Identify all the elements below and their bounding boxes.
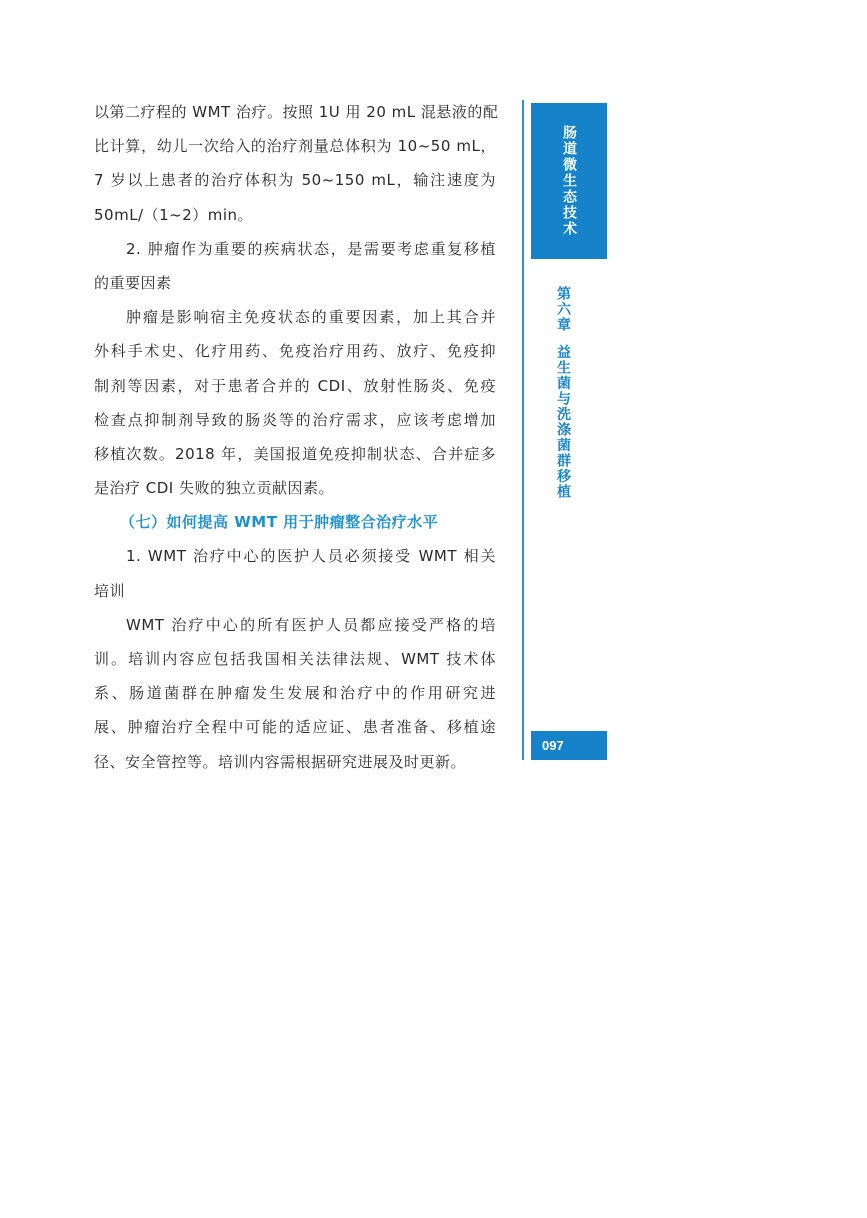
paragraph-line: 外科手术史、化疗用药、免疫治疗用药、放疗、免疫抑 [94,342,496,361]
book-title-tab [531,103,607,259]
page-number: 097 [531,731,607,760]
body-text [94,95,499,779]
chapter-number: 第六章 [555,286,571,333]
paragraph-line: 检查点抑制剂导致的肠炎等的治疗需求，应该考虑增加 [94,410,496,429]
paragraph-line: 比计算，幼儿一次给入的治疗剂量总体积为 10~50 mL， [94,137,496,156]
paragraph-line: 50mL/（1~2）min。 [94,205,254,224]
chapter-title: 益生菌与洗涤菌群移植 [555,344,571,500]
subheading-line: 1. WMT 治疗中心的医护人员必须接受 WMT 相关 [126,547,496,566]
subheading-line: 培训 [94,581,126,600]
paragraph-line: 径、安全管控等。培训内容需根据研究进展及时更新。 [94,752,467,771]
paragraph-line: 制剂等因素，对于患者合并的 CDI、放射性肠炎、免疫 [94,376,496,395]
subheading-line: 的重要因素 [94,273,172,292]
margin-divider [522,100,524,760]
chapter-label [553,286,573,500]
paragraph-line: 是治疗 CDI 失败的独立贡献因素。 [94,479,334,498]
paragraph-line: 移植次数。2018 年，美国报道免疫抑制状态、合并症多 [94,444,496,463]
paragraph-line: WMT 治疗中心的所有医护人员都应接受严格的培 [126,615,496,634]
paragraph-line: 训。培训内容应包括我国相关法律法规、WMT 技术体 [94,650,496,668]
book-title: 肠道微生态技术 [561,125,577,237]
paragraph-line: 以第二疗程的 WMT 治疗。按照 1U 用 20 mL 混悬液的配 [94,103,499,121]
paragraph-line: 展、肿瘤治疗全程中可能的适应证、患者准备、移植途 [94,718,496,737]
paragraph-line: 肿瘤是影响宿主免疫状态的重要因素，加上其合并 [126,308,496,327]
section-heading: （七）如何提高 WMT 用于肿瘤整合治疗水平 [120,513,439,532]
subheading-line: 2. 肿瘤作为重要的疾病状态，是需要考虑重复移植 [126,239,496,258]
paragraph-line: 系、肠道菌群在肿瘤发生发展和治疗中的作用研究进 [94,684,496,703]
paragraph-line: 7 岁以上患者的治疗体积为 50~150 mL，输注速度为 [94,171,496,190]
